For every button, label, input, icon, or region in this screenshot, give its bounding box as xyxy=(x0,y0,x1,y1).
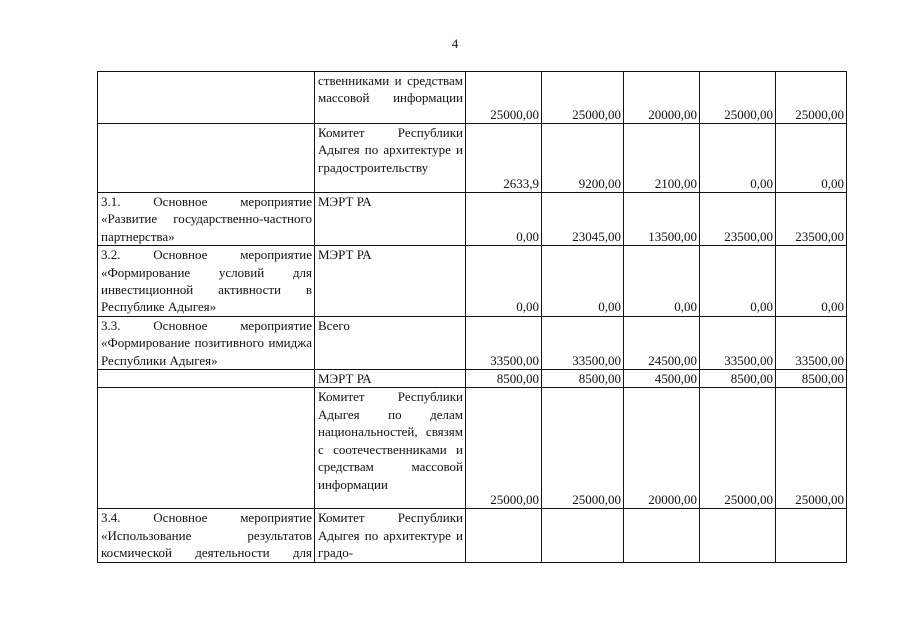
executor-cell: Комитет Республики Адыгея по архитектуре и градо- xyxy=(315,509,466,562)
value-cell: 8500,00 xyxy=(700,370,776,388)
value-cell: 23500,00 xyxy=(700,193,776,246)
value-cell: 0,00 xyxy=(624,246,700,317)
value-cell: 33500,00 xyxy=(776,316,847,369)
executor-cell: МЭРТ РА xyxy=(315,193,466,246)
value-cell: 25000,00 xyxy=(776,388,847,509)
value-cell: 4500,00 xyxy=(624,370,700,388)
value-cell: 0,00 xyxy=(542,246,624,317)
value-cell: 20000,00 xyxy=(624,388,700,509)
activity-cell: 3.1. Основное мероприятие «Развитие государственно-частного партнерства» xyxy=(98,193,315,246)
value-cell: 8500,00 xyxy=(542,370,624,388)
activity-cell: 3.3. Основное мероприятие «Формирование позитивного имиджа Республики Адыгея» xyxy=(98,316,315,369)
table-row xyxy=(98,370,847,388)
value-cell xyxy=(700,509,776,562)
value-cell xyxy=(466,509,542,562)
value-cell: 0,00 xyxy=(466,246,542,317)
executor-cell: Комитет Республики Адыгея по делам национальностей, связям с соотечественниками и средствам массовой информации xyxy=(315,388,466,509)
value-cell: 8500,00 xyxy=(466,370,542,388)
executor-cell: Всего xyxy=(315,316,466,369)
value-cell: 0,00 xyxy=(700,246,776,317)
executor-cell: Комитет Республики Адыгея по архитектуре и градостроительству xyxy=(315,124,466,193)
value-cell: 0,00 xyxy=(776,124,847,193)
value-cell: 9200,00 xyxy=(542,124,624,193)
value-cell: 23045,00 xyxy=(542,193,624,246)
executor-cell: ственниками и средствам массовой информации xyxy=(315,72,466,124)
value-cell: 25000,00 xyxy=(466,388,542,509)
value-cell: 24500,00 xyxy=(624,316,700,369)
activity-cell xyxy=(98,72,315,124)
table-row xyxy=(98,246,847,317)
value-cell: 33500,00 xyxy=(466,316,542,369)
table-row xyxy=(98,388,847,509)
value-cell: 25000,00 xyxy=(466,72,542,124)
value-cell xyxy=(624,509,700,562)
page-number: 4 xyxy=(451,36,459,51)
table-row xyxy=(98,193,847,246)
value-cell: 13500,00 xyxy=(624,193,700,246)
value-cell: 25000,00 xyxy=(542,72,624,124)
executor-cell: МЭРТ РА xyxy=(315,246,466,317)
table-row xyxy=(98,509,847,562)
value-cell: 33500,00 xyxy=(542,316,624,369)
activity-cell: 3.4. Основное мероприятие «Использование результатов космической деятельности для xyxy=(98,509,315,562)
value-cell: 25000,00 xyxy=(776,72,847,124)
value-cell: 25000,00 xyxy=(542,388,624,509)
activity-cell xyxy=(98,124,315,193)
activity-cell xyxy=(98,388,315,509)
table-row xyxy=(98,316,847,369)
value-cell: 2100,00 xyxy=(624,124,700,193)
value-cell: 0,00 xyxy=(776,246,847,317)
table-row xyxy=(98,124,847,193)
value-cell: 2633,9 xyxy=(466,124,542,193)
executor-cell: МЭРТ РА xyxy=(315,370,466,388)
activity-cell: 3.2. Основное мероприятие «Формирование условий для инвестиционной активности в Республике Адыгея» xyxy=(98,246,315,317)
value-cell: 8500,00 xyxy=(776,370,847,388)
table-row xyxy=(98,72,847,124)
value-cell: 0,00 xyxy=(700,124,776,193)
value-cell: 25000,00 xyxy=(700,72,776,124)
value-cell xyxy=(776,509,847,562)
value-cell: 23500,00 xyxy=(776,193,847,246)
value-cell: 20000,00 xyxy=(624,72,700,124)
value-cell xyxy=(542,509,624,562)
value-cell: 25000,00 xyxy=(700,388,776,509)
value-cell: 33500,00 xyxy=(700,316,776,369)
value-cell: 0,00 xyxy=(466,193,542,246)
budget-table xyxy=(97,71,847,563)
activity-cell xyxy=(98,370,315,388)
